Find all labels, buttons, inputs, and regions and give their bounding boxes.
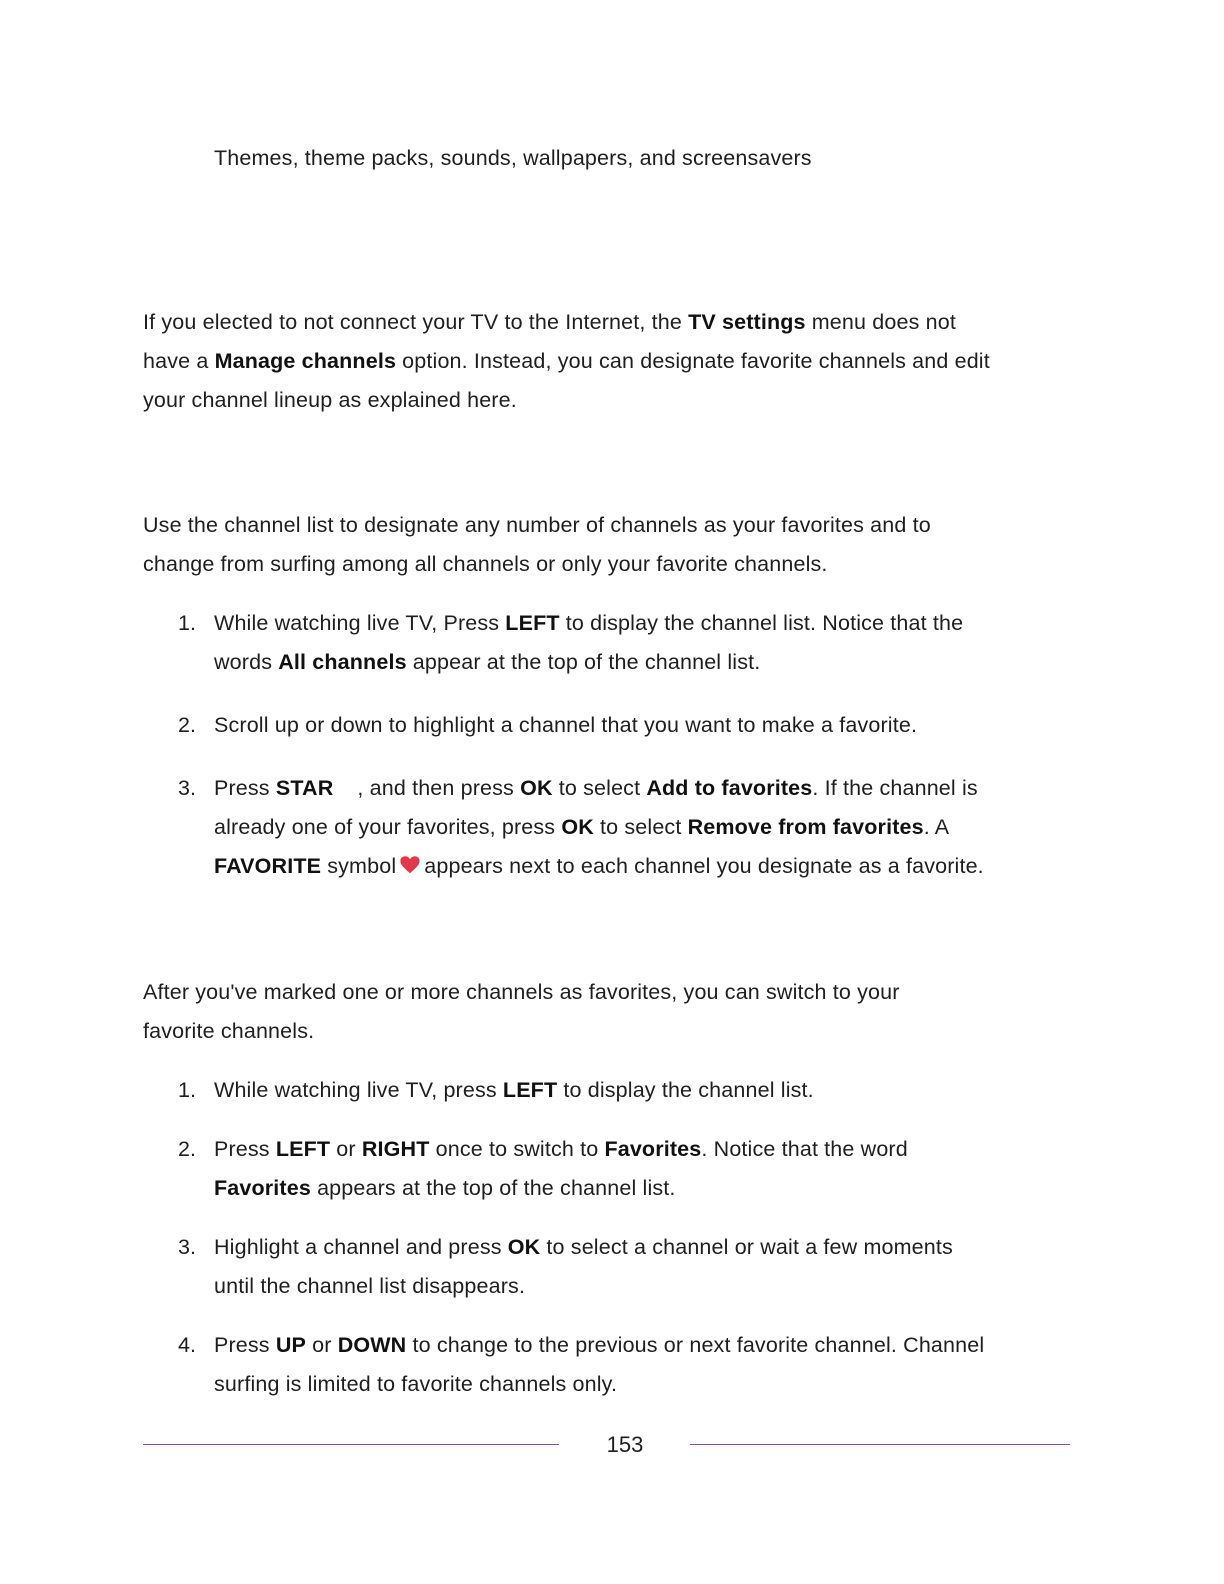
star-key-term: STAR (275, 776, 334, 800)
switch-step-3-line-2 (214, 1273, 525, 1299)
step-number: 2. (178, 1137, 196, 1161)
step-number: 4. (178, 1333, 196, 1357)
switch-step-2-line-1 (214, 1136, 908, 1162)
designate-step-3-line-3 (214, 853, 984, 879)
designate-text: change from surfing among all channels or only your favorite channels. (143, 552, 828, 576)
designate-step-2-line-1 (214, 712, 917, 738)
designate-line-2 (143, 551, 828, 577)
designate-line-1 (143, 512, 931, 538)
footer-rule-left (143, 1444, 559, 1445)
step-text: words (214, 650, 279, 674)
switch-step-4-line-2 (214, 1371, 617, 1397)
favorite-term: FAVORITE (214, 854, 322, 878)
favorites-term: Favorites (604, 1137, 702, 1161)
remove-from-favorites-term: Remove from favorites (687, 815, 924, 839)
designate-step-1-line-1 (214, 610, 963, 636)
step-text: or (330, 1137, 362, 1161)
designate-step-3-line-2 (214, 814, 949, 840)
heart-icon (399, 854, 421, 876)
themes-line (214, 145, 812, 171)
step-text: to select a channel or wait a few moments (540, 1235, 953, 1259)
step-text: While watching live TV, press (214, 1078, 503, 1102)
ok-key-term: OK (507, 1235, 541, 1259)
left-key-term: LEFT (275, 1137, 331, 1161)
step-text: until the channel list disappears. (214, 1274, 526, 1298)
step-text: to select (552, 776, 647, 800)
designate-step-3-line-1 (214, 775, 978, 801)
step-text: While watching live TV, Press (214, 611, 506, 635)
switch-line-1 (143, 979, 900, 1005)
step-text: appear at the top of the channel list. (406, 650, 761, 674)
ok-key-term: OK (561, 815, 594, 839)
add-to-favorites-term: Add to favorites (646, 776, 813, 800)
right-key-term: RIGHT (361, 1137, 430, 1161)
switch-text: After you've marked one or more channels as favorites, you can switch to your (143, 980, 900, 1004)
step-text: to change to the previous or next favorite channel. Channel (406, 1333, 985, 1357)
step-text: Scroll up or down to highlight a channel that you want to make a favorite. (214, 713, 918, 737)
step-text: , and then press (357, 776, 521, 800)
all-channels-term: All channels (278, 650, 407, 674)
themes-text: Themes, theme packs, sounds, wallpapers, and screensavers (214, 146, 812, 170)
left-key-term: LEFT (502, 1078, 558, 1102)
intro-text: option. Instead, you can designate favorite channels and edit (396, 349, 990, 373)
switch-step-4-line-1 (214, 1332, 984, 1358)
intro-text: have a (143, 349, 215, 373)
step-text: Press (214, 1137, 276, 1161)
step-text: Highlight a channel and press (214, 1235, 508, 1259)
step-text: to select (593, 815, 688, 839)
down-key-term: DOWN (337, 1333, 407, 1357)
step-number: 3. (178, 776, 196, 800)
intro-line-2 (143, 348, 990, 374)
footer-rule-right (690, 1444, 1070, 1445)
left-key-term: LEFT (505, 611, 560, 635)
step-text: surfing is limited to favorite channels only. (214, 1372, 618, 1396)
step-text: . If the channel is (812, 776, 978, 800)
switch-step-1-line-1 (214, 1077, 814, 1103)
manage-channels-term: Manage channels (214, 349, 397, 373)
step-text: to display the channel list. Notice that the (559, 611, 964, 635)
intro-text: If you elected to not connect your TV to the Internet, the (143, 310, 689, 334)
switch-text: favorite channels. (143, 1019, 315, 1043)
step-text: appears next to each channel you designate as a favorite. (424, 854, 984, 878)
step-text: to display the channel list. (557, 1078, 814, 1102)
step-text: or (306, 1333, 338, 1357)
switch-step-2-line-2 (214, 1175, 676, 1201)
intro-text: menu does not (805, 310, 956, 334)
step-text: already one of your favorites, press (214, 815, 562, 839)
switch-step-3-line-1 (214, 1234, 953, 1260)
step-text: . A (923, 815, 950, 839)
designate-step-1-line-2 (214, 649, 760, 675)
intro-line-1 (143, 309, 956, 335)
step-number: 1. (178, 611, 196, 635)
step-number: 1. (178, 1078, 196, 1102)
step-text: appears at the top of the channel list. (310, 1176, 676, 1200)
step-text: . Notice that the word (701, 1137, 908, 1161)
step-text: Press (214, 776, 276, 800)
ok-key-term: OK (520, 776, 553, 800)
intro-line-3 (143, 387, 517, 413)
step-number: 3. (178, 1235, 196, 1259)
up-key-term: UP (275, 1333, 307, 1357)
favorites-term: Favorites (214, 1176, 311, 1200)
switch-line-2 (143, 1018, 314, 1044)
intro-text: your channel lineup as explained here. (143, 388, 517, 412)
step-text: Press (214, 1333, 276, 1357)
step-number: 2. (178, 713, 196, 737)
step-text: symbol (321, 854, 397, 878)
designate-text: Use the channel list to designate any number of channels as your favorites and to (143, 513, 931, 537)
tv-settings-term: TV settings (688, 310, 806, 334)
step-text: once to switch to (429, 1137, 605, 1161)
page-number: 153 (606, 1432, 644, 1457)
